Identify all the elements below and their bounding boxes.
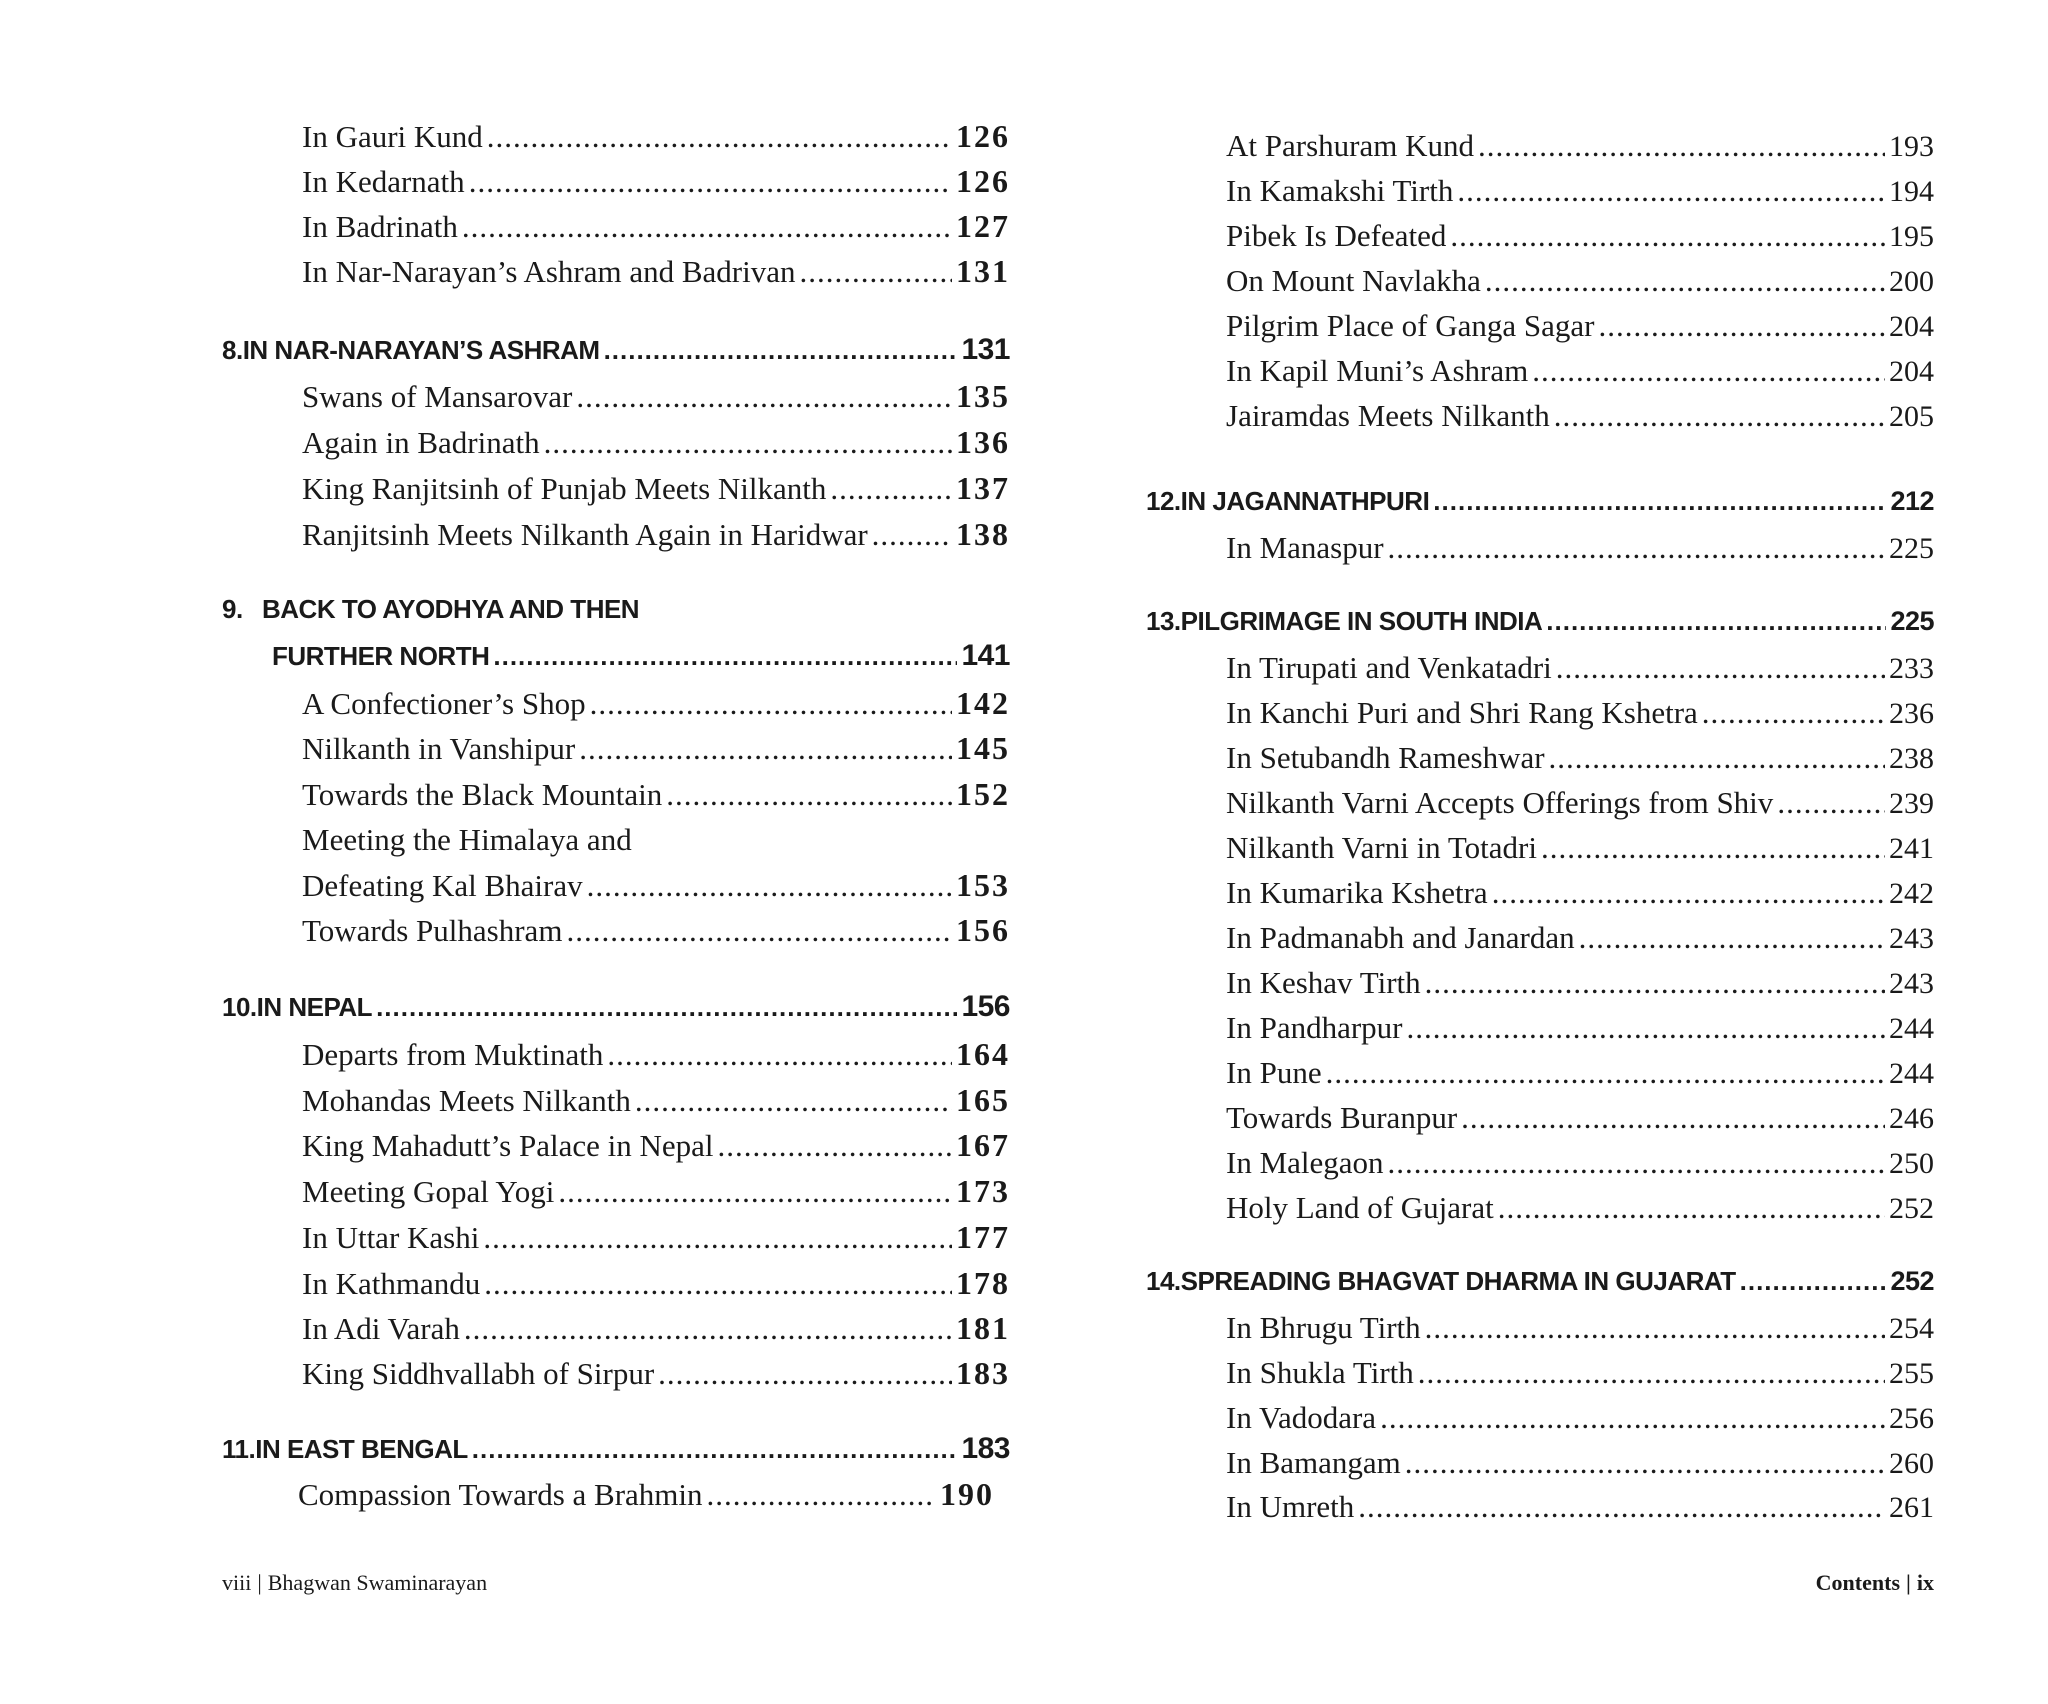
leader-dots: [1433, 486, 1886, 517]
toc-entry: [302, 685, 1010, 722]
leader-dots: [483, 1220, 952, 1256]
entry-page: 242: [1889, 877, 1934, 910]
leader-dots: [590, 686, 952, 722]
entry-title: In Nar-Narayan’s Ashram and Badrivan: [302, 254, 796, 289]
leader-dots: [1358, 1489, 1885, 1525]
entry-title: Swans of Mansarovar: [302, 379, 573, 414]
toc-entry: [302, 912, 1010, 949]
toc-entry: [302, 1127, 1010, 1164]
entry-page: 244: [1889, 1057, 1934, 1090]
leader-dots: [830, 471, 952, 507]
toc-entry: [1226, 740, 1934, 776]
leader-dots: [1380, 1400, 1885, 1436]
toc-entry: [298, 1476, 994, 1513]
leader-dots: [1388, 1145, 1885, 1181]
leader-dots: [1532, 353, 1885, 389]
entry-page: 193: [1889, 130, 1934, 163]
entry-title: In Malegaon: [1226, 1145, 1384, 1180]
toc-entry: [302, 470, 1010, 507]
toc-chapter: [1146, 486, 1934, 517]
leader-dots: [1425, 965, 1885, 1001]
leader-dots: [1554, 398, 1885, 434]
leader-dots: [1450, 218, 1885, 254]
toc-entry: [302, 1355, 1010, 1392]
chapter-title: SPREADING BHAGVAT DHARMA IN GUJARAT: [1180, 1266, 1736, 1296]
leader-dots: [472, 1434, 958, 1465]
leader-dots: [487, 119, 952, 155]
entry-page: 183: [956, 1355, 1010, 1391]
entry-title: King Mahadutt’s Palace in Nepal: [302, 1128, 714, 1163]
toc-entry: [1226, 1355, 1934, 1391]
leader-dots: [566, 913, 952, 949]
leader-dots: [579, 731, 952, 767]
leader-dots: [1326, 1055, 1885, 1091]
leader-dots: [707, 1477, 936, 1513]
entry-title: In Badrinath: [302, 209, 458, 244]
leader-dots: [1541, 830, 1885, 866]
entry-page: 126: [956, 163, 1010, 199]
leader-dots: [604, 335, 958, 366]
running-title: Bhagwan Swaminarayan: [267, 1570, 488, 1595]
entry-title: In Kathmandu: [302, 1266, 481, 1301]
entry-title: Towards Pulhashram: [302, 913, 563, 948]
toc-entry: [1226, 1400, 1934, 1436]
leader-dots: [666, 777, 952, 813]
toc-entry: [302, 378, 1010, 415]
chapter-number: 11.: [222, 1434, 256, 1464]
toc-right: [1024, 0, 2048, 1704]
toc-entry: [1226, 173, 1934, 209]
running-title: Contents: [1815, 1570, 1901, 1595]
toc-entry: [302, 118, 1010, 155]
entry-page: 126: [956, 118, 1010, 154]
leader-dots: [1549, 740, 1885, 776]
toc-entry: [1226, 695, 1934, 731]
entry-page: 252: [1889, 1192, 1934, 1225]
leader-dots: [1388, 530, 1885, 566]
entry-page: 165: [956, 1082, 1010, 1118]
leader-dots: [1405, 1445, 1885, 1481]
entry-title: In Vadodara: [1226, 1400, 1377, 1435]
entry-page: 233: [1889, 652, 1934, 685]
entry-page: 238: [1889, 742, 1934, 775]
entry-page: 167: [956, 1127, 1010, 1163]
chapter-title: IN NAR-NARAYAN’S ASHRAM: [242, 335, 600, 365]
footer-separator: |: [257, 1570, 262, 1595]
chapter-number: 14.: [1146, 1266, 1181, 1296]
entry-title: Towards Buranpur: [1226, 1100, 1458, 1135]
entry-page: 190: [940, 1476, 994, 1512]
toc-chapter-continued: [272, 639, 1010, 673]
entry-title: In Pandharpur: [1226, 1010, 1403, 1045]
leader-dots: [1485, 263, 1885, 299]
entry-page: 256: [1889, 1402, 1934, 1435]
entry-page: 254: [1889, 1312, 1934, 1345]
entry-title: In Bhrugu Tirth: [1226, 1310, 1421, 1345]
leader-dots: [1457, 173, 1885, 209]
toc-entry: [302, 776, 1010, 813]
entry-page: 243: [1889, 967, 1934, 1000]
entry-title: Meeting Gopal Yogi: [302, 1174, 555, 1209]
toc-chapter: [222, 990, 1010, 1024]
entry-page: 127: [956, 208, 1010, 244]
toc-chapter: [1146, 1266, 1934, 1297]
page-footer-right: [1816, 1570, 1934, 1596]
entry-page: 178: [956, 1265, 1010, 1301]
toc-entry: [1226, 1445, 1934, 1481]
right-page: [1024, 0, 2048, 1704]
entry-page: 261: [1889, 1491, 1934, 1524]
toc-chapter: [222, 333, 1010, 367]
leader-dots: [544, 425, 952, 461]
chapter-number: 9.: [222, 594, 243, 624]
leader-dots: [558, 1174, 952, 1210]
chapter-title: IN NEPAL: [256, 992, 373, 1022]
entry-title: King Ranjitsinh of Punjab Meets Nilkanth: [302, 471, 827, 506]
entry-title: On Mount Navlakha: [1226, 263, 1481, 298]
toc-entry: [302, 163, 1010, 200]
toc-entry: [302, 516, 1010, 553]
leader-dots: [1498, 1190, 1885, 1226]
toc-entry: [1226, 1145, 1934, 1181]
toc-entry: [302, 424, 1010, 461]
entry-title: In Manaspur: [1226, 530, 1384, 565]
leader-dots: [1777, 785, 1885, 821]
entry-title: In Keshav Tirth: [1226, 965, 1421, 1000]
page-folio: ix: [1916, 1570, 1934, 1595]
entry-page: 246: [1889, 1102, 1934, 1135]
chapter-title: FURTHER NORTH: [272, 641, 490, 671]
leader-dots: [1579, 920, 1885, 956]
chapter-title: PILGRIMAGE IN SOUTH INDIA: [1180, 606, 1543, 636]
entry-page: 200: [1889, 265, 1934, 298]
toc-chapter: [1146, 606, 1934, 637]
toc-entry: [1226, 1489, 1934, 1525]
toc-entry: [302, 1219, 1010, 1256]
entry-title: In Setubandh Rameshwar: [1226, 740, 1545, 775]
toc-entry: [1226, 1100, 1934, 1136]
leader-dots: [462, 209, 952, 245]
entry-title: Meeting the Himalaya and: [302, 822, 632, 857]
leader-dots: [800, 254, 953, 290]
toc-entry: [302, 208, 1010, 245]
entry-page: 135: [956, 378, 1010, 414]
entry-title: In Pune: [1226, 1055, 1322, 1090]
entry-title: In Kamakshi Tirth: [1226, 173, 1454, 208]
leader-dots: [1492, 875, 1885, 911]
entry-page: 131: [961, 333, 1010, 366]
toc-entry: [302, 1036, 1010, 1073]
entry-title: A Confectioner’s Shop: [302, 686, 586, 721]
toc-entry: [1226, 830, 1934, 866]
chapter-number: 12.: [1146, 486, 1181, 516]
entry-page: 204: [1889, 310, 1934, 343]
entry-title: Pilgrim Place of Ganga Sagar: [1226, 308, 1595, 343]
entry-page: 250: [1889, 1147, 1934, 1180]
leader-dots: [1598, 308, 1885, 344]
leader-dots: [464, 1311, 952, 1347]
entry-page: 205: [1889, 400, 1934, 433]
toc-entry: [1226, 263, 1934, 299]
toc-entry: [302, 822, 1010, 858]
entry-title: Again in Badrinath: [302, 425, 540, 460]
leader-dots: [587, 868, 952, 904]
toc-entry: [302, 1310, 1010, 1347]
toc-entry: [1226, 1055, 1934, 1091]
chapter-number: 8.: [222, 335, 243, 365]
toc-entry: [1226, 650, 1934, 686]
leader-dots: [1702, 695, 1885, 731]
entry-page: 181: [956, 1310, 1010, 1346]
entry-page: 145: [956, 730, 1010, 766]
leader-dots: [635, 1083, 952, 1119]
toc-entry: [1226, 965, 1934, 1001]
entry-page: 156: [956, 912, 1010, 948]
entry-page: 136: [956, 424, 1010, 460]
entry-title: Compassion Towards a Brahmin: [298, 1477, 703, 1512]
toc-entry: [1226, 308, 1934, 344]
toc-entry: [1226, 353, 1934, 389]
toc-entry: [1226, 218, 1934, 254]
entry-title: Departs from Muktinath: [302, 1037, 604, 1072]
entry-page: 239: [1889, 787, 1934, 820]
leader-dots: [1406, 1010, 1885, 1046]
chapter-title: BACK TO AYODHYA AND THEN: [262, 594, 640, 624]
entry-page: 131: [956, 253, 1010, 289]
entry-page: 243: [1889, 922, 1934, 955]
leader-dots: [1425, 1310, 1885, 1346]
entry-title: Nilkanth Varni in Totadri: [1226, 830, 1537, 865]
entry-page: 142: [956, 685, 1010, 721]
toc-entry: [1226, 785, 1934, 821]
entry-page: 260: [1889, 1447, 1934, 1480]
entry-page: 152: [956, 776, 1010, 812]
entry-title: In Adi Varah: [302, 1311, 460, 1346]
toc-entry: [302, 1265, 1010, 1302]
entry-title: Jairamdas Meets Nilkanth: [1226, 398, 1550, 433]
entry-title: In Gauri Kund: [302, 119, 483, 154]
leader-dots: [376, 992, 957, 1023]
entry-page: 194: [1889, 175, 1934, 208]
entry-title: In Kapil Muni’s Ashram: [1226, 353, 1529, 388]
page-footer-left: [222, 1570, 487, 1596]
footer-separator: |: [1906, 1570, 1911, 1595]
entry-page: 138: [956, 516, 1010, 552]
toc-entry: [302, 253, 1010, 290]
entry-page: 164: [956, 1036, 1010, 1072]
leader-dots: [872, 517, 952, 553]
entry-page: 244: [1889, 1012, 1934, 1045]
entry-title: Towards the Black Mountain: [302, 777, 663, 812]
leader-dots: [718, 1128, 952, 1164]
leader-dots: [1478, 128, 1885, 164]
toc-entry: [1226, 1310, 1934, 1346]
leader-dots: [469, 164, 952, 200]
entry-title: In Umreth: [1226, 1489, 1355, 1524]
leader-dots: [1546, 606, 1886, 637]
entry-title: Ranjitsinh Meets Nilkanth Again in Haridwar: [302, 517, 868, 552]
entry-title: King Siddhvallabh of Sirpur: [302, 1356, 655, 1391]
entry-page: 236: [1889, 697, 1934, 730]
entry-title: In Shukla Tirth: [1226, 1355, 1414, 1390]
toc-entry: [1226, 920, 1934, 956]
toc-entry: [302, 867, 1010, 904]
leader-dots: [607, 1037, 952, 1073]
entry-title: In Kedarnath: [302, 164, 465, 199]
entry-page: 255: [1889, 1357, 1934, 1390]
leader-dots: [1461, 1100, 1885, 1136]
toc-entry: [1226, 1190, 1934, 1226]
entry-title: In Kanchi Puri and Shri Rang Kshetra: [1226, 695, 1698, 730]
entry-title: In Kumarika Kshetra: [1226, 875, 1488, 910]
leader-dots: [1418, 1355, 1885, 1391]
entry-page: 153: [956, 867, 1010, 903]
entry-page: 183: [961, 1432, 1010, 1465]
chapter-number: 10.: [222, 992, 257, 1022]
entry-page: 173: [956, 1173, 1010, 1209]
entry-title: Defeating Kal Bhairav: [302, 868, 583, 903]
entry-page: 137: [956, 470, 1010, 506]
entry-page: 225: [1889, 532, 1934, 565]
toc-chapter: [222, 1432, 1010, 1466]
entry-title: Mohandas Meets Nilkanth: [302, 1083, 631, 1118]
toc-entry: [302, 1173, 1010, 1210]
chapter-title: IN JAGANNATHPURI: [1180, 486, 1430, 516]
page-folio: viii: [222, 1570, 252, 1595]
entry-page: 177: [956, 1219, 1010, 1255]
toc-entry: [1226, 530, 1934, 566]
chapter-number: 13.: [1146, 606, 1181, 636]
entry-title: Pibek Is Defeated: [1226, 218, 1447, 253]
toc-chapter: [222, 594, 1010, 625]
entry-page: 195: [1889, 220, 1934, 253]
toc-entry: [1226, 1010, 1934, 1046]
chapter-title: IN EAST BENGAL: [255, 1434, 468, 1464]
leader-dots: [493, 641, 957, 672]
toc-entry: [1226, 128, 1934, 164]
entry-title: Holy Land of Gujarat: [1226, 1190, 1494, 1225]
leader-dots: [576, 379, 952, 415]
leader-dots: [1556, 650, 1885, 686]
entry-title: In Padmanabh and Janardan: [1226, 920, 1575, 955]
leader-dots: [484, 1266, 952, 1302]
entry-title: In Uttar Kashi: [302, 1220, 480, 1255]
entry-page: 212: [1890, 486, 1934, 516]
entry-page: 225: [1890, 606, 1934, 636]
leader-dots: [658, 1356, 952, 1392]
entry-page: 141: [961, 639, 1010, 672]
entry-page: 156: [961, 990, 1010, 1023]
toc-entry: [1226, 398, 1934, 434]
entry-title: Nilkanth in Vanshipur: [302, 731, 576, 766]
toc-entry: [302, 730, 1010, 767]
entry-title: At Parshuram Kund: [1226, 128, 1474, 163]
entry-page: 241: [1889, 832, 1934, 865]
entry-title: Nilkanth Varni Accepts Offerings from Shiv: [1226, 785, 1774, 820]
toc-entry: [1226, 875, 1934, 911]
leader-dots: [1740, 1266, 1887, 1297]
entry-page: 204: [1889, 355, 1934, 388]
toc-entry: [302, 1082, 1010, 1119]
entry-title: In Bamangam: [1226, 1445, 1401, 1480]
entry-title: In Tirupati and Venkatadri: [1226, 650, 1552, 685]
entry-page: 252: [1890, 1266, 1934, 1296]
